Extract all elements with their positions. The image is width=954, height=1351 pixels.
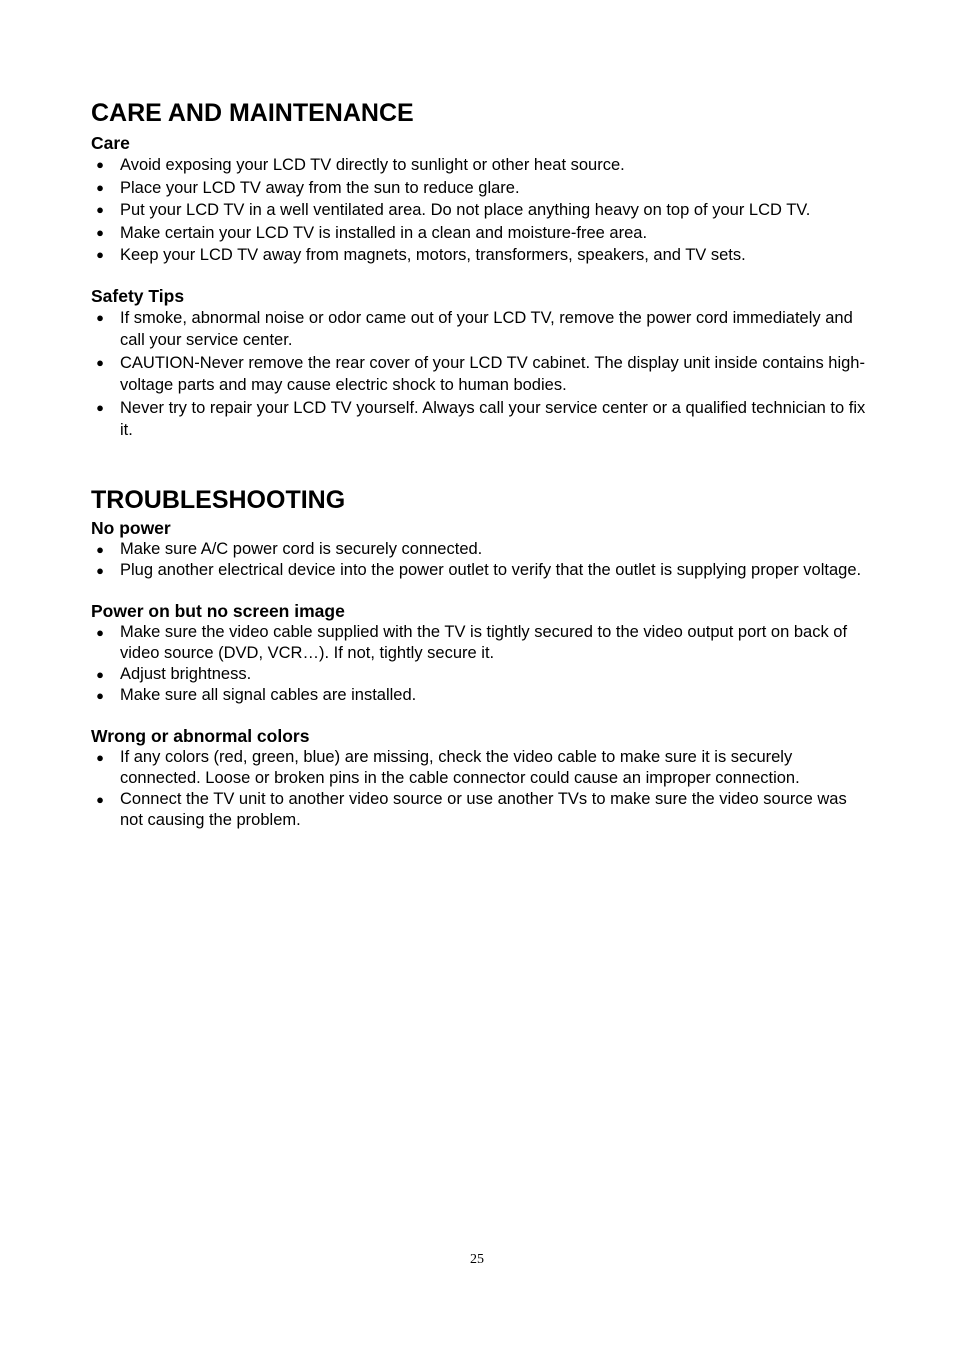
list-item: ● If any colors (red, green, blue) are missing, check the video cable to make sure it is securely connected. Loose or broken pins in the cable connector could cause an improper connection. (91, 747, 871, 789)
no-screen-image-subsection (91, 600, 871, 706)
wrong-colors-list (91, 747, 871, 831)
subheading-no-screen-image: Power on but no screen image (91, 600, 345, 621)
list-item: ● Connect the TV unit to another video source or use another TVs to make sure the video source was not causing the problem. (91, 789, 871, 831)
bullet-icon: ● (96, 157, 104, 172)
list-item: ● Make certain your LCD TV is installed in a clean and moisture-free area. (91, 222, 871, 245)
no-power-subsection (91, 517, 871, 581)
bullet-icon: ● (96, 354, 104, 370)
safety-tips-list (91, 307, 871, 442)
bullet-icon: ● (96, 749, 104, 765)
subheading-wrong-colors: Wrong or abnormal colors (91, 725, 310, 746)
wrong-colors-subsection (91, 725, 871, 831)
section-title-troubleshooting: TROUBLESHOOTING (91, 485, 346, 514)
list-item: ● Adjust brightness. (91, 664, 871, 685)
bullet-icon: ● (96, 666, 104, 682)
bullet-icon: ● (96, 791, 104, 807)
bullet-icon: ● (96, 399, 104, 415)
bullet-icon: ● (96, 309, 104, 325)
safety-tips-subsection (91, 285, 871, 442)
list-item: ● Avoid exposing your LCD TV directly to sunlight or other heat source. (91, 154, 871, 177)
subheading-no-power: No power (91, 517, 171, 538)
bullet-icon: ● (96, 687, 104, 703)
subheading-care: Care (91, 133, 130, 153)
care-list (91, 154, 871, 267)
troubleshooting-section (91, 483, 871, 831)
care-subsection (91, 132, 871, 267)
bullet-icon: ● (96, 247, 104, 262)
bullet-icon: ● (96, 202, 104, 217)
list-item: ● Make sure all signal cables are installed. (91, 685, 871, 706)
section-title-care-maintenance: CARE AND MAINTENANCE (91, 99, 414, 127)
list-item: ● If smoke, abnormal noise or odor came out of your LCD TV, remove the power cord immediately and call your service center. (91, 307, 871, 352)
no-screen-image-list (91, 622, 871, 706)
care-and-maintenance-section (91, 96, 871, 442)
list-item: ● Make sure the video cable supplied with the TV is tightly secured to the video output port on back of video source (DVD, VCR…). If not, tightly secure it. (91, 622, 871, 664)
no-power-list (91, 539, 871, 581)
list-item: ● Place your LCD TV away from the sun to reduce glare. (91, 177, 871, 200)
bullet-icon: ● (96, 179, 104, 195)
page-content (91, 96, 871, 831)
list-item: ● Put your LCD TV in a well ventilated area. Do not place anything heavy on top of your LCD TV. (91, 199, 871, 222)
bullet-icon: ● (96, 541, 104, 557)
bullet-icon: ● (96, 562, 104, 578)
bullet-icon: ● (96, 224, 104, 240)
list-item: ● Make sure A/C power cord is securely connected. (91, 539, 871, 560)
page-number: 25 (470, 1252, 484, 1267)
subheading-safety-tips: Safety Tips (91, 285, 185, 306)
bullet-icon: ● (96, 624, 104, 640)
list-item: ● CAUTION-Never remove the rear cover of your LCD TV cabinet. The display unit inside contains high-voltage parts and may cause electric shock to human bodies. (91, 352, 871, 397)
list-item: ● Plug another electrical device into the power outlet to verify that the outlet is supplying proper voltage. (91, 560, 871, 581)
list-item: ● Keep your LCD TV away from magnets, motors, transformers, speakers, and TV sets. (91, 244, 871, 267)
list-item: ● Never try to repair your LCD TV yourself. Always call your service center or a qualified technician to fix it. (91, 397, 871, 442)
